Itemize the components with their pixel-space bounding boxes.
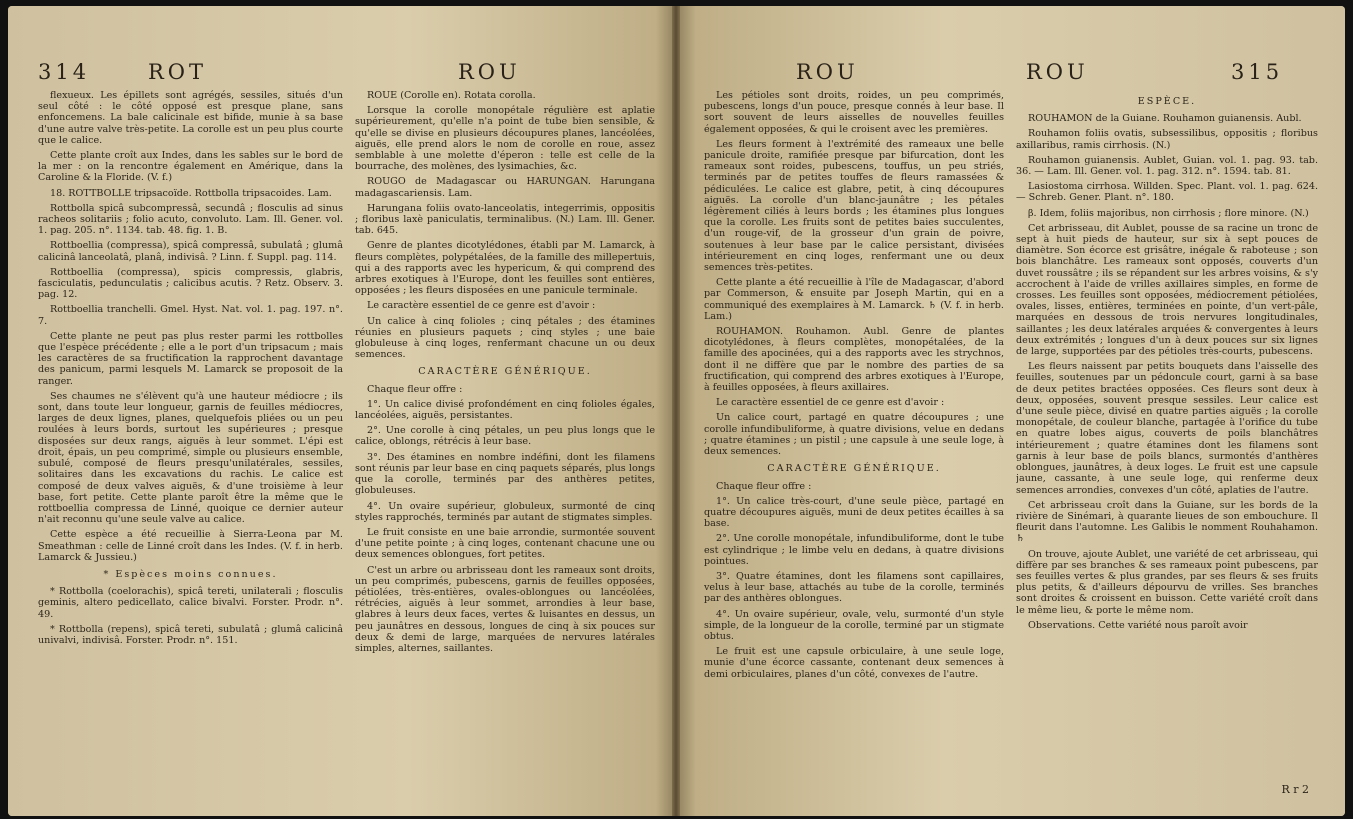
paragraph: ROUE (Corolle en). Rotata corolla. — [367, 90, 536, 101]
left-column-1 — [38, 90, 343, 798]
paragraph: Les fleurs forment à l'extrémité des rameaux une belle panicule droite, ramifiée presque par bifurcation, dont les rameaux sont roides, pubescens, touffus, un peu striés, terminés par de petites touffes de fleurs ramassées & pédiculées. Le calice est glabre, petit, à cinq découpures aiguës. La corolle d'un blanc-jaunâtre ; les pétales légèrement ciliés à leurs bords ; les étamines plus longues que la corolle. Les fruits sont de petites baies succulentes, d'un rouge-vif, de la grosseur d'un grain de poivre, soutenues à leur base par le calice persistant, divisées intérieurement en cinq loges, renfermant une ou deux semences très-petites. — [704, 138, 1004, 274]
paragraph: Le fruit est une capsule orbiculaire, à une seule loge, munie d'une écorce cassante, contenant deux semences à demi orbiculaires, planes d'un côté, convexes de l'autre. — [704, 646, 1004, 680]
paragraph: 3°. Quatre étamines, dont les filamens sont capillaires, velus à leur base, attachés au tube de la corolle, terminés par des anthères oblongues. — [704, 570, 1004, 605]
paragraph: Cet arbrisseau croît dans la Guiane, sur les bords de la rivière de Sinémari, à quarante lieues de son embouchure. Il fleurit dans l'automne. Les Galibis le nomment Rouhahamon. ♄ — [1016, 499, 1318, 545]
paragraph: Harungana foliis ovato-lanceolatis, integerrimis, oppositis ; floribus laxè paniculatis, terminalibus. (N.) Lam. Ill. Gener. tab. 645. — [355, 202, 655, 237]
paragraph: 4°. Un ovaire supérieur, ovale, velu, surmonté d'un style simple, de la longueur de la corolle, terminé par un stigmate obtus. — [704, 608, 1004, 642]
paragraph: 1°. Un calice très-court, d'une seule pièce, partagé en quatre découpures aiguës, muni de deux petites écailles à sa base. — [704, 495, 1004, 530]
paragraph: Un calice à cinq folioles ; cinq pétales ; des étamines réunies en plusieurs paquets ; cinq styles ; une baie globuleuse à cinq loges, renfermant chacune un ou deux semences. — [355, 315, 655, 361]
paragraph: Rottboellia (compressa), spicâ compressâ, subulatâ ; glumâ calicinâ lanceolatâ, planâ, indivisâ. ? Linn. f. Suppl. pag. 114. — [38, 240, 343, 263]
paragraph: Genre de plantes dicotylédones, établi par M. Lamarck, à fleurs complètes, polypétalées, de la famille des millepertuis, qui a des rapports avec les hypericum, & qui comprend des arbres exotiques à l'Europe, dont les feuilles sont entières, opposées ; les fleurs disposées en une panicule terminale. — [355, 240, 655, 297]
running-head-right: ROU — [458, 60, 521, 84]
paragraph: Observations. Cette variété nous paroît avoir — [1028, 619, 1248, 631]
paragraph: Cette espèce a été recueillie à Sierra-Leona par M. Smeathman : celle de Linné croît dans les Indes. (V. f. in herb. Lamarck & Jussieu.) — [38, 529, 343, 563]
paragraph: 1°. Un calice divisé profondément en cinq folioles égales, lancéolées, aiguës, persistantes. — [355, 398, 655, 422]
paragraph: * Espèces moins connues. — [103, 568, 278, 580]
paragraph: 18. ROTTBOLLE tripsacoïde. Rottbolla tripsacoides. Lam. — [50, 187, 332, 199]
paragraph: Cette plante ne peut pas plus rester parmi les rottbolles que l'espèce précédente ; elle a le port d'un tripsacum ; mais les caractères de sa fructification la rapprochent davantage des panicum, parmi lesquels M. Lamarck se proposoit de la ranger. — [38, 330, 343, 387]
right-page — [676, 6, 1345, 816]
paragraph: Lorsque la corolle monopétale régulière est aplatie supérieurement, qu'elle n'a point de tube bien sensible, & qu'elle se divise en plusieurs découpures planes, lancéolées, aiguës, elle prend alors le nom de corolle en roue, assez semblable à une molette d'éperon : telle est celle de la bourrache, des molènes, des lysimachies, &c. — [355, 105, 655, 173]
paragraph: 4°. Un ovaire supérieur, globuleux, surmonté de cinq styles rapprochés, terminés par autant de stigmates simples. — [355, 500, 655, 523]
paragraph: On trouve, ajoute Aublet, une variété de cet arbrisseau, qui diffère par ses branches & ses rameaux point pubescens, par ses feuilles vertes & plus grandes, par ses fleurs & ses fruits plus petits, & d'ailleurs dépourvu de vrilles. Ses branches sont droites & croissent en buisson. Cette variété croît dans le même lieu, & porte le même nom. — [1016, 548, 1318, 616]
paragraph: Cette plante a été recueillie à l'île de Madagascar, d'abord par Commerson, & ensuite par Joseph Martin, qui en a communiqué des exemplaires à M. Lamarck. ♄ (V. f. in herb. Lam.) — [704, 277, 1004, 322]
paragraph: Rottbolla spicâ subcompressâ, secundâ ; flosculis ad sinus racheos solitariis ; folio acuto, convoluto. Lam. Ill. Gener. vol. 1. pag. 205. n°. 1134. tab. 48. fig. 1. B. — [38, 202, 343, 237]
paragraph: Chaque fleur offre : — [367, 383, 463, 395]
paragraph: Le caractère essentiel de ce genre est d'avoir : — [367, 300, 596, 312]
paragraph: Un calice court, partagé en quatre découpures ; une corolle infundibuliforme, à quatre divisions, velue en dedans ; quatre étamines ; un pistil ; une capsule à une seule loge, à deux semences. — [704, 412, 1004, 458]
paragraph: ROUGO de Madagascar ou HARUNGAN. Harungana madagascariensis. Lam. — [355, 176, 655, 199]
paragraph: * Rottbolla (coelorachis), spicâ tereti, unilaterali ; flosculis geminis, altero pedicellato, calice bivalvi. Forster. Prodr. n°. 49. — [38, 586, 343, 620]
paragraph: Cette plante croît aux Indes, dans les sables sur le bord de la mer : on la rencontre également en Amérique, dans la Caroline & la Floride. (V. f.) — [38, 150, 343, 184]
left-page — [8, 6, 676, 816]
paragraph: Lasiostoma cirrhosa. Willden. Spec. Plant. vol. 1. pag. 624. — Schreb. Gener. Plant. n°. 180. — [1016, 181, 1318, 204]
right-column-1 — [704, 90, 1004, 798]
running-head-left: ROT — [148, 60, 208, 84]
paragraph: Rottboellia tranchelli. Gmel. Hyst. Nat. vol. 1. pag. 197. n°. 7. — [38, 304, 343, 327]
paragraph: Chaque fleur offre : — [716, 480, 812, 492]
paragraph: β. Idem, foliis majoribus, non cirrhosis ; flore minore. (N.) — [1028, 207, 1309, 219]
book-spread — [8, 6, 1345, 816]
paragraph: 2°. Une corolle à cinq pétales, un peu plus longs que le calice, oblongs, rétrécis à leur base. — [355, 425, 655, 448]
paragraph: CARACTÈRE GÉNÉRIQUE. — [418, 366, 592, 378]
paragraph: 2°. Une corolle monopétale, infundibuliforme, dont le tube est cylindrique ; le limbe velu en dedans, à quatre divisions pointues. — [704, 533, 1004, 567]
paragraph: ROUHAMON. Rouhamon. Aubl. Genre de plantes dicotylédones, à fleurs complètes, monopétalées, de la famille des apocinées, qui a des rapports avec les strychnos, dont il ne diffère que par le nombre des parties de sa fructification, qui comprend des arbres exotiques à l'Europe, à feuilles opposées, à fleurs axillaires. — [704, 326, 1004, 394]
running-head-left: ROU — [796, 60, 859, 84]
paragraph: Rouhamon foliis ovatis, subsessilibus, oppositis ; floribus axillaribus, ramis cirrhosis. (N.) — [1016, 128, 1318, 151]
right-column-2 — [1016, 90, 1318, 798]
paragraph: Le fruit consiste en une baie arrondie, surmontée souvent d'une petite pointe ; à cinq loges, contenant chacune une ou deux semences oblongues, fort petites. — [355, 526, 655, 561]
paragraph: Rouhamon guianensis. Aublet, Guian. vol. 1. pag. 93. tab. 36. — Lam. Ill. Gener. vol. 1. pag. 312. n°. 1594. tab. 81. — [1016, 154, 1318, 178]
page-number: 314 — [38, 60, 91, 84]
paragraph: flexueux. Les épillets sont agrégés, sessiles, situés d'un seul côté : le côté opposé est presque plane, sans enfoncemens. La bale calicinale est bifide, munie à sa base d'une autre valve très-petite. La corolle est un peu plus courte que le calice. — [38, 90, 343, 146]
book-gutter — [672, 6, 680, 816]
paragraph: Cet arbrisseau, dit Aublet, pousse de sa racine un tronc de sept à huit pieds de hauteur, sur six à sept pouces de diamètre. Son écorce est grisâtre, inégale & raboteuse ; son bois blanchâtre. Les rameaux sont opposés, couverts d'un duvet roussâtre ; ils se répandent sur les arbres voisins, & s'y accrochent à l'aide de vrilles axillaires simples, en forme de crosses. Les feuilles sont opposées, médiocrement pétiolées, ovales, lisses, entières, terminées en pointe, d'un vert-pâle, marquées en dessous de trois nervures longitudinales, saillantes ; les deux latérales arquées & convergentes à leurs deux extrémités ; longues d'un à deux pouces sur six lignes de large, supportées par des pétioles très-courts, pubescens. — [1016, 222, 1318, 358]
paragraph: 3°. Des étamines en nombre indéfini, dont les filamens sont réunis par leur base en cinq paquets séparés, plus longs que la corolle, terminés par des anthères petites, globuleuses. — [355, 451, 655, 497]
paragraph: CARACTÈRE GÉNÉRIQUE. — [767, 463, 941, 475]
paragraph: Les pétioles sont droits, roides, un peu comprimés, pubescens, longs d'un pouce, presque connés à leur base. Il sort souvent de leurs aisselles de nouvelles feuilles également opposées, & qui le croisent avec les premières. — [704, 90, 1004, 135]
page-number: 315 — [1231, 60, 1284, 84]
paragraph: Rottboellia (compressa), spicis compressis, glabris, fasciculatis, pedunculatis ; calicibus acutis. ? Retz. Observ. 3. pag. 12. — [38, 266, 343, 301]
paragraph: Ses chaumes ne s'élèvent qu'à une hauteur médiocre ; ils sont, dans toute leur longueur, garnis de feuilles médiocres, larges de deux lignes, planes, quelquefois pliées ou un peu roulées à leurs bords, surtout les supérieures ; presque disposées sur deux rangs, aiguës à leur sommet. L'épi est droit, épais, un peu comprimé, simple ou plusieurs ensemble, subulé, composé de fleurs presqu'unilatérales, sessiles, solitaires dans les excavations du rachis. Le calice est composé de deux valves aiguës, & d'une troisième à leur base, fort petite. Cette plante paroît être la même que le rottboellia compressa de Linné, quoique ce dernier auteur n'ait reconnu qu'une seule valve au calice. — [38, 390, 343, 526]
paragraph: C'est un arbre ou arbrisseau dont les rameaux sont droits, un peu comprimés, pubescens, garnis de feuilles opposées, pétiolées, très-entières, ovales-oblongues ou lancéolées, rétrécies, aiguës à leur sommet, arrondies à leur base, glabres à leurs deux faces, vertes & luisantes en dessus, un peu jaunâtres en dessous, longues de cinq à six pouces sur deux & demi de large, marquées de nervures latérales simples, alternes, saillantes. — [355, 564, 655, 654]
paragraph: Les fleurs naissent par petits bouquets dans l'aisselle des feuilles, soutenues par un pédoncule court, garni à sa base de deux petites bractées opposées. Ces fleurs sont deux à deux, opposées, souvent presque sessiles. Leur calice est d'une seule pièce, divisé en quatre parties aiguës ; la corolle monopétale, de couleur blanche, partagée à l'orifice du tube en quatre lobes aigus, couverts de poils blanchâtres intérieurement ; quatre étamines dont les filamens sont garnis à leur base de poils blancs, surmontés d'anthères oblongues, jaunâtres, à deux loges. Le fruit est une capsule jaune, cassante, à une seule loge, qui renferme deux semences arrondies, convexes d'un côté, aplaties de l'autre. — [1016, 361, 1318, 496]
paragraph: Le caractère essentiel de ce genre est d'avoir : — [716, 397, 945, 409]
signature-mark: R r 2 — [1281, 783, 1309, 796]
paragraph: * Rottbolla (repens), spicâ tereti, subulatâ ; glumâ calicinâ univalvi, indivisâ. Forster. Prodr. n°. 151. — [38, 623, 343, 646]
paragraph: ESPÈCE. — [1137, 96, 1197, 107]
left-column-2 — [355, 90, 655, 798]
paragraph: ROUHAMON de la Guiane. Rouhamon guianensis. Aubl. — [1028, 113, 1302, 125]
running-head-right: ROU — [1026, 60, 1089, 84]
